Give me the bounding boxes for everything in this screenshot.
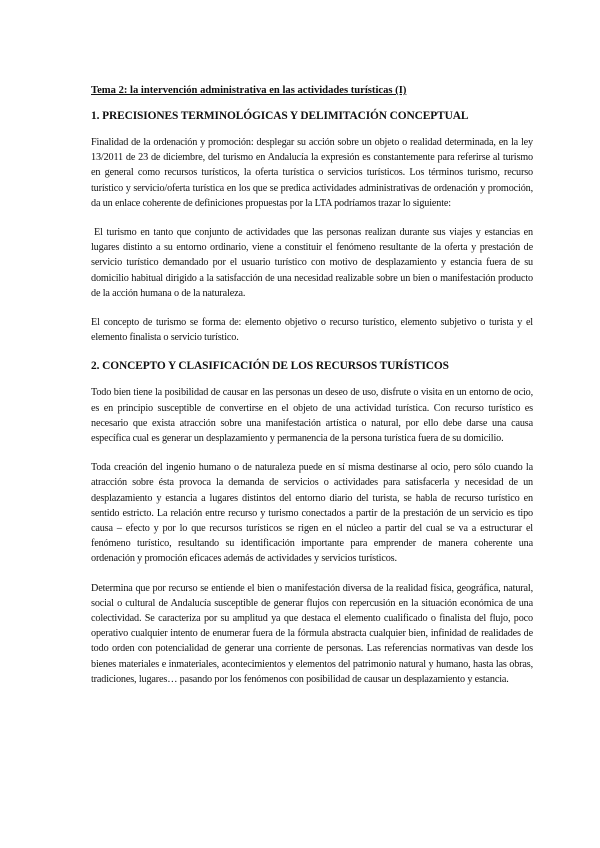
section-2-paragraph-1: Todo bien tiene la posibilidad de causar en las personas un deseo de uso, disfrute o visita en un entorno de ocio, es en principio susceptible de convertirse en el objeto de una actividad turística. Con recurso turístico es necesario que exista atracción sobre una manifestación artística o natural, por ello debe darse una causa específica cual es generar un desplazamiento y permanencia de la persona turística fuera de su domicilio. — [91, 387, 533, 445]
section-1-paragraph-3: El concepto de turismo se forma de: elemento objetivo o recurso turístico, elemento subjetivo o turista y el elemento finalista o servicio turístico. — [91, 317, 533, 344]
section-1-heading: 1. PRECISIONES TERMINOLÓGICAS Y DELIMITACIÓN CONCEPTUAL — [91, 110, 469, 122]
section-2-heading: 2. CONCEPTO Y CLASIFICACIÓN DE LOS RECURSOS TURÍSTICOS — [91, 360, 449, 373]
section-1-paragraph-2: El turismo en tanto que conjunto de actividades que las personas realizan durante sus viajes y estancias en lugares distinto a su entorno ordinario, viene a constituir el fenómeno resultante de la oferta y prestación de servicio turístico demandado por el usuario turístico con motivo de desplazamiento y estancia fuera de su domicilio habitual dirigido a la satisfacción de una necesidad realizable sobre un bien o manifestación producto de la acción humana o de la naturaleza. — [91, 227, 533, 299]
document-page — [91, 84, 533, 701]
document-title: Tema 2: la intervención administrativa en las actividades turísticas (I) — [91, 85, 407, 96]
section-1-paragraph-1: Finalidad de la ordenación y promoción: desplegar su acción sobre un objeto o realidad determinada, en la ley 13/2011 de 23 de diciembre, del turismo en Andalucía la expresión es constantemente para referirse al turismo en general como recursos turísticos, la oferta turística o servicios turísticos. Los términos turismo, recurso turístico y servicio/oferta turística en los que se predica actividades administrativas de ordenación y promoción, da un enlace coherente de definiciones propuestas por la LTA podríamos trazar lo siguiente: — [91, 137, 533, 209]
section-2-paragraph-3: Determina que por recurso se entiende el bien o manifestación diversa de la realidad física, geográfica, natural, social o cultural de Andalucía susceptible de generar flujos con repercusión en la situación económica de una colectividad. Se caracteriza por su amplitud ya que destaca el elemento cualificado o finalista del flujo, poco operativo cualquier intento de enumerar fuera de la fórmula abstracta cualquier bien, infinidad de realidades de todo orden con potencialidad de generar una corriente de personas. Las referencias normativas van desde los bienes materiales e inmateriales, acontecimientos y elementos del patrimonio natural y humano, hasta las obras, tradiciones, lugares… pasando por los fenómenos con posibilidad de causar un desplazamiento y estancia. — [91, 582, 533, 685]
section-2-paragraph-2: Toda creación del ingenio humano o de naturaleza puede en sí misma destinarse al ocio, pero sólo cuando la atracción sobre ésta provoca la demanda de servicios o actividades para satisfacerla y necesidad de un desplazamiento y estancia a lugares distintos del entorno diario del turista, se habla de recurso turístico en sentido estricto. La relación entre recurso y turismo conectados a partir de la prestación de un servicio es tipo causa – efecto y por lo que recursos turísticos se rigen en el núcleo a partir del cual se va a estructurar el fenómeno turístico, resultando su identificación importante para emprender de manera coherente una ordenación y promoción eficaces además de actividades y servicios turísticos. — [91, 462, 533, 565]
